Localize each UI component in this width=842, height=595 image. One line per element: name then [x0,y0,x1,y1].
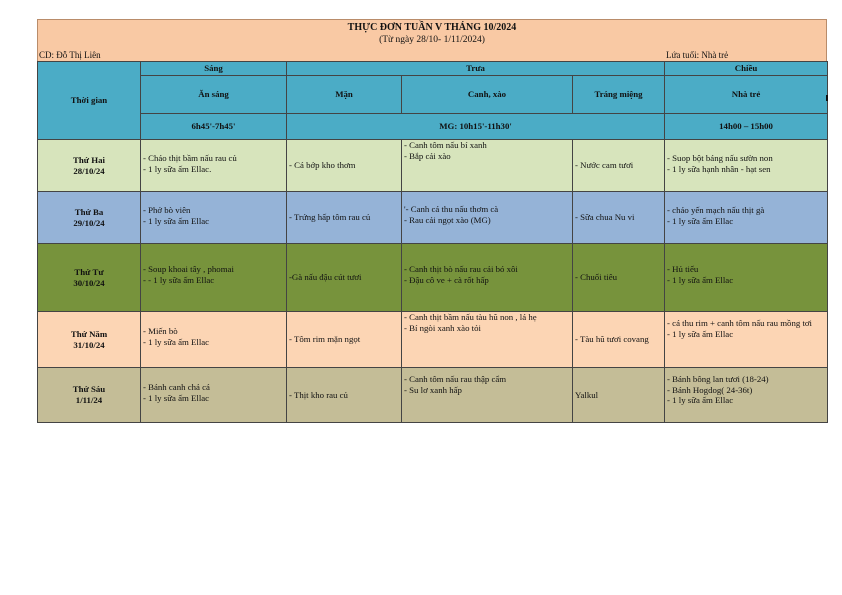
salty-cell: - Thịt kho rau củ [287,368,402,423]
dessert-cell: - Chuối tiêu [573,244,665,312]
salty-cell: - Tôm rim mặn ngọt [287,312,402,368]
morning-header: Sáng [141,62,287,76]
dessert-cell: - Nước cam tươi [573,140,665,192]
header-row-session [38,62,828,76]
soup-cell: - Canh thịt bầm nấu tàu hũ non , lá hẹ - Bí ngòi xanh xào tỏi [402,312,573,368]
nursery-header: Nhà trẻ [665,76,828,114]
date-range: (Từ ngày 28/10- 1/11/2024) [379,35,485,45]
menu-table [37,61,828,423]
soup-header: Canh, xào [402,76,573,114]
afternoon-cell: - cháo yến mạch nấu thịt gà - 1 ly sữa ấm Ellac [665,192,828,244]
teacher-name: CD: Đỗ Thị Liên [39,50,101,60]
salty-cell: - Cá bớp kho thơm [287,140,402,192]
breakfast-header: Ăn sáng [141,76,287,114]
soup-cell: - Canh tôm nấu rau thập cẩm - Su lơ xanh hấp [402,368,573,423]
afternoon-time: 14h00 – 15h00 [665,114,828,140]
header-row-meal [38,76,828,114]
afternoon-header: Chiều [665,62,828,76]
header-row-times [38,114,828,140]
day-row [38,140,828,192]
day-row [38,192,828,244]
salty-cell: -Gà nấu đậu cút tươi [287,244,402,312]
afternoon-cell: - Hủ tiếu - 1 ly sữa ấm Ellac [665,244,828,312]
breakfast-cell: - Cháo thịt bầm nấu rau củ - 1 ly sữa ấm Ellac. [141,140,287,192]
soup-cell: - Canh thịt bò nấu rau cải bó xôi - Đậu cô ve + cà rốt hấp [402,244,573,312]
soup-cell: '- Canh cá thu nấu thơm cà - Rau cải ngọt xào (MG) [402,192,573,244]
day-cell: Thứ Năm 31/10/24 [38,312,141,368]
dessert-header: Tráng miệng [573,76,665,114]
day-row [38,312,828,368]
noon-header: Trưa [287,62,665,76]
day-cell: Thứ Tư 30/10/24 [38,244,141,312]
age-group: Lứa tuổi: Nhà trẻ [666,50,729,60]
menu-sheet [37,19,827,423]
afternoon-cell: - cá thu rim + canh tôm nấu rau mồng tơi - 1 ly sữa ấm Ellac [665,312,828,368]
day-row [38,244,828,312]
day-cell: Thứ Hai 28/10/24 [38,140,141,192]
salty-cell: - Trứng hấp tôm rau củ [287,192,402,244]
dessert-cell: - Sữa chua Nu vi [573,192,665,244]
salty-header: Mặn [287,76,402,114]
cell-edge-marker [826,95,828,101]
breakfast-cell: - Bánh canh chả cá - 1 ly sữa ấm Ellac [141,368,287,423]
soup-cell: - Canh tôm nấu bí xanh - Bắp cải xào [402,140,573,192]
morning-time: 6h45'-7h45' [141,114,287,140]
breakfast-cell: - Soup khoai tây , phomai - - 1 ly sữa ấm Ellac [141,244,287,312]
breakfast-cell: - Phở bò viên - 1 ly sữa ấm Ellac [141,192,287,244]
afternoon-cell: - Suop bột báng nấu sườn non - 1 ly sữa hạnh nhân - hạt sen [665,140,828,192]
dessert-cell: Yalkul [573,368,665,423]
afternoon-cell: - Bánh bông lan tươi (18-24) - Bánh Hogdog( 24-36t) - 1 ly sữa ấm Ellac [665,368,828,423]
menu-header [37,19,827,61]
noon-time: MG: 10h15'-11h30' [287,114,665,140]
breakfast-cell: - Miến bò - 1 ly sữa ấm Ellac [141,312,287,368]
time-column-header: Thời gian [38,62,141,140]
menu-title: THỰC ĐƠN TUẦN V THÁNG 10/2024 [347,22,517,33]
day-row [38,368,828,423]
day-cell: Thứ Sáu 1/11/24 [38,368,141,423]
day-cell: Thứ Ba 29/10/24 [38,192,141,244]
dessert-cell: - Tàu hũ tươi covang [573,312,665,368]
